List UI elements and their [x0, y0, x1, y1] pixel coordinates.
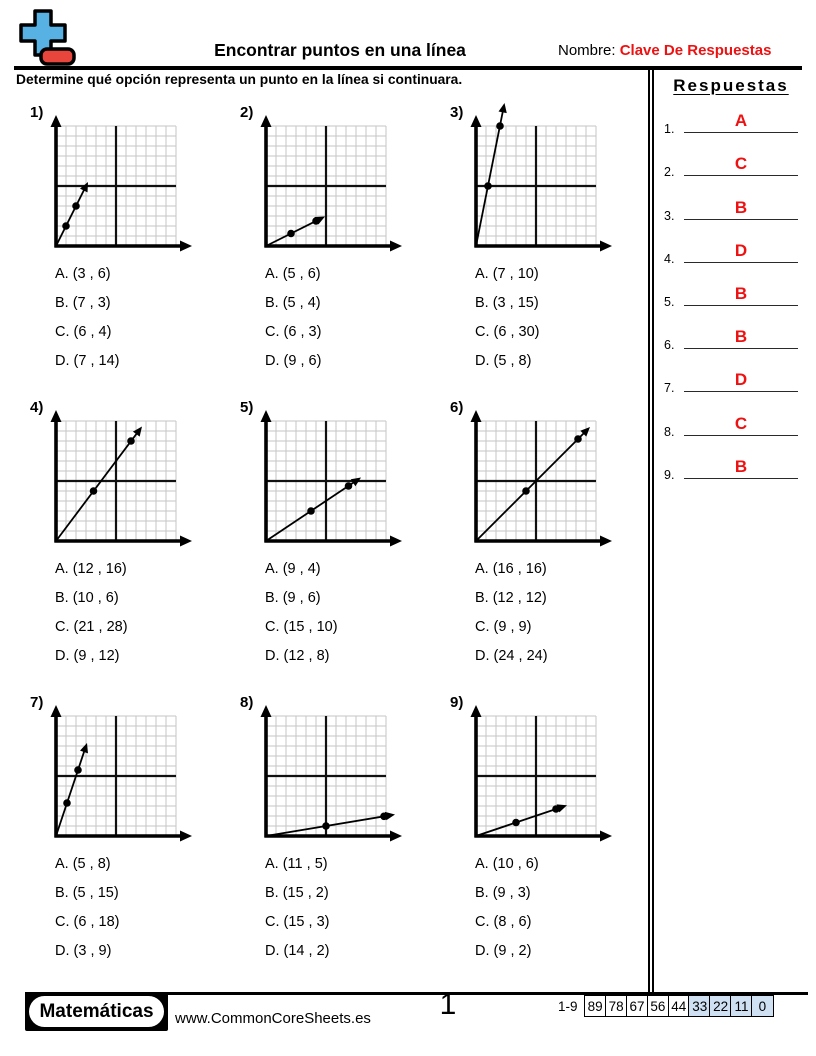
answer-blank: [684, 198, 798, 220]
choice-d: D. (9 , 2): [475, 943, 532, 959]
name-line: [558, 42, 771, 59]
question-3: [444, 100, 650, 392]
answer-letter: C: [734, 413, 748, 433]
coordinate-grid-graph: [460, 409, 614, 561]
score-cell: 56: [647, 995, 670, 1017]
question-number: 1): [30, 104, 44, 121]
question-number: 6): [450, 399, 464, 416]
brand-badge: [25, 992, 168, 1031]
choice-c: C. (15 , 3): [265, 914, 330, 930]
question-number: 2): [240, 104, 254, 121]
choice-list: [265, 260, 321, 376]
choice-c: C. (6 , 3): [265, 324, 322, 340]
page-number: 1: [439, 988, 457, 1021]
answer-letter: C: [734, 154, 748, 174]
question-number: 8): [240, 694, 254, 711]
choice-d: D. (9 , 6): [265, 353, 322, 369]
answer-blank: [684, 414, 798, 436]
answer-letter: B: [734, 283, 748, 303]
choice-d: D. (7 , 14): [55, 353, 120, 369]
coordinate-grid-graph: [40, 409, 194, 561]
choice-list: [55, 850, 119, 966]
choice-a: A. (9 , 4): [265, 561, 321, 577]
choice-list: [475, 260, 539, 376]
coordinate-grid-graph: [250, 114, 404, 266]
choice-b: B. (9 , 6): [265, 590, 321, 606]
answer-letter: B: [734, 197, 748, 217]
choice-a: A. (5 , 6): [265, 266, 321, 282]
answer-blank: [684, 370, 798, 392]
question-8: [234, 690, 440, 982]
choice-list: [265, 555, 338, 671]
answer-blank: [684, 154, 798, 176]
choice-b: B. (12 , 12): [475, 590, 547, 606]
choice-a: A. (11 , 5): [265, 856, 328, 872]
choice-b: B. (5 , 4): [265, 295, 321, 311]
choice-a: A. (10 , 6): [475, 856, 539, 872]
score-cell: 78: [605, 995, 628, 1017]
choice-b: B. (10 , 6): [55, 590, 119, 606]
coordinate-grid-graph: [460, 704, 614, 856]
choice-b: B. (9 , 3): [475, 885, 531, 901]
question-2: [234, 100, 440, 392]
choice-list: [55, 555, 128, 671]
answer-letter: D: [734, 370, 748, 390]
name-value: Clave De Respuestas: [619, 42, 772, 59]
answers-list: [654, 94, 808, 483]
answer-letter: B: [734, 456, 748, 476]
question-number: 9): [450, 694, 464, 711]
choice-a: A. (7 , 10): [475, 266, 539, 282]
choice-c: C. (9 , 9): [475, 619, 532, 635]
choice-c: C. (6 , 30): [475, 324, 540, 340]
answers-title: Respuestas: [673, 76, 789, 95]
answer-number: 9.: [664, 467, 675, 482]
answer-item-5: [654, 267, 808, 310]
answer-number: 8.: [664, 424, 675, 439]
question-1: [24, 100, 230, 392]
answer-number: 6.: [664, 338, 675, 353]
question-number: 4): [30, 399, 44, 416]
answer-letter: A: [734, 111, 748, 131]
answer-number: 7.: [664, 381, 675, 396]
choice-list: [265, 850, 329, 966]
answer-blank: [684, 457, 798, 479]
choice-d: D. (24 , 24): [475, 648, 548, 664]
coordinate-grid-graph: [460, 114, 614, 266]
choice-d: D. (5 , 8): [475, 353, 532, 369]
question-number: 5): [240, 399, 254, 416]
choice-list: [475, 555, 548, 671]
question-6: [444, 395, 650, 687]
answers-panel: [648, 68, 808, 992]
choice-d: D. (12 , 8): [265, 648, 330, 664]
choice-b: B. (3 , 15): [475, 295, 539, 311]
score-cell: 67: [626, 995, 649, 1017]
answer-blank: [684, 241, 798, 263]
choice-b: B. (5 , 15): [55, 885, 119, 901]
choice-c: C. (6 , 4): [55, 324, 112, 340]
score-cell: 33: [688, 995, 711, 1017]
choice-c: C. (21 , 28): [55, 619, 128, 635]
answer-blank: [684, 327, 798, 349]
brand-label: Matemáticas: [29, 996, 164, 1027]
choice-a: A. (12 , 16): [55, 561, 127, 577]
worksheet-title: Encontrar puntos en una línea: [214, 40, 466, 60]
score-cell: 11: [730, 995, 753, 1017]
coordinate-grid-graph: [250, 409, 404, 561]
score-cell: 0: [751, 995, 774, 1017]
score-cells: [586, 995, 774, 1017]
name-label: Nombre:: [558, 42, 616, 59]
answer-number: 5.: [664, 294, 675, 309]
question-9: [444, 690, 650, 982]
choice-a: A. (3 , 6): [55, 266, 111, 282]
answer-number: 2.: [664, 165, 675, 180]
coordinate-grid-graph: [40, 114, 194, 266]
choice-a: A. (16 , 16): [475, 561, 547, 577]
choice-b: B. (15 , 2): [265, 885, 329, 901]
question-5: [234, 395, 440, 687]
answer-blank: [684, 111, 798, 133]
answer-number: 4.: [664, 251, 675, 266]
choice-d: D. (9 , 12): [55, 648, 120, 664]
plus-minus-logo-icon: [14, 8, 78, 68]
choice-list: [475, 850, 539, 966]
answer-blank: [684, 284, 798, 306]
answer-item-9: [654, 440, 808, 483]
question-7: [24, 690, 230, 982]
answer-item-8: [654, 396, 808, 439]
question-number: 7): [30, 694, 44, 711]
instruction-text: Determine qué opción representa un punto en la línea si continuara.: [16, 72, 463, 87]
score-range-label: 1-9: [558, 999, 578, 1014]
choice-d: D. (14 , 2): [265, 943, 330, 959]
website-url: www.CommonCoreSheets.es: [175, 1010, 371, 1027]
choice-d: D. (3 , 9): [55, 943, 112, 959]
question-number: 3): [450, 104, 464, 121]
choice-list: [55, 260, 119, 376]
score-cell: 22: [709, 995, 732, 1017]
answer-item-4: [654, 224, 808, 267]
coordinate-grid-graph: [40, 704, 194, 856]
choice-b: B. (7 , 3): [55, 295, 111, 311]
answer-item-6: [654, 310, 808, 353]
answer-item-7: [654, 353, 808, 396]
choice-c: C. (6 , 18): [55, 914, 120, 930]
answer-letter: D: [734, 240, 748, 260]
choice-a: A. (5 , 8): [55, 856, 111, 872]
coordinate-grid-graph: [250, 704, 404, 856]
answer-item-2: [654, 137, 808, 180]
answer-number: 1.: [664, 122, 675, 137]
answer-letter: B: [734, 327, 748, 347]
score-bar: [558, 995, 774, 1017]
choice-c: C. (15 , 10): [265, 619, 338, 635]
question-4: [24, 395, 230, 687]
score-cell: 89: [584, 995, 607, 1017]
choice-c: C. (8 , 6): [475, 914, 532, 930]
score-cell: 44: [668, 995, 691, 1017]
answer-number: 3.: [664, 208, 675, 223]
answer-item-3: [654, 180, 808, 223]
answer-item-1: [654, 94, 808, 137]
